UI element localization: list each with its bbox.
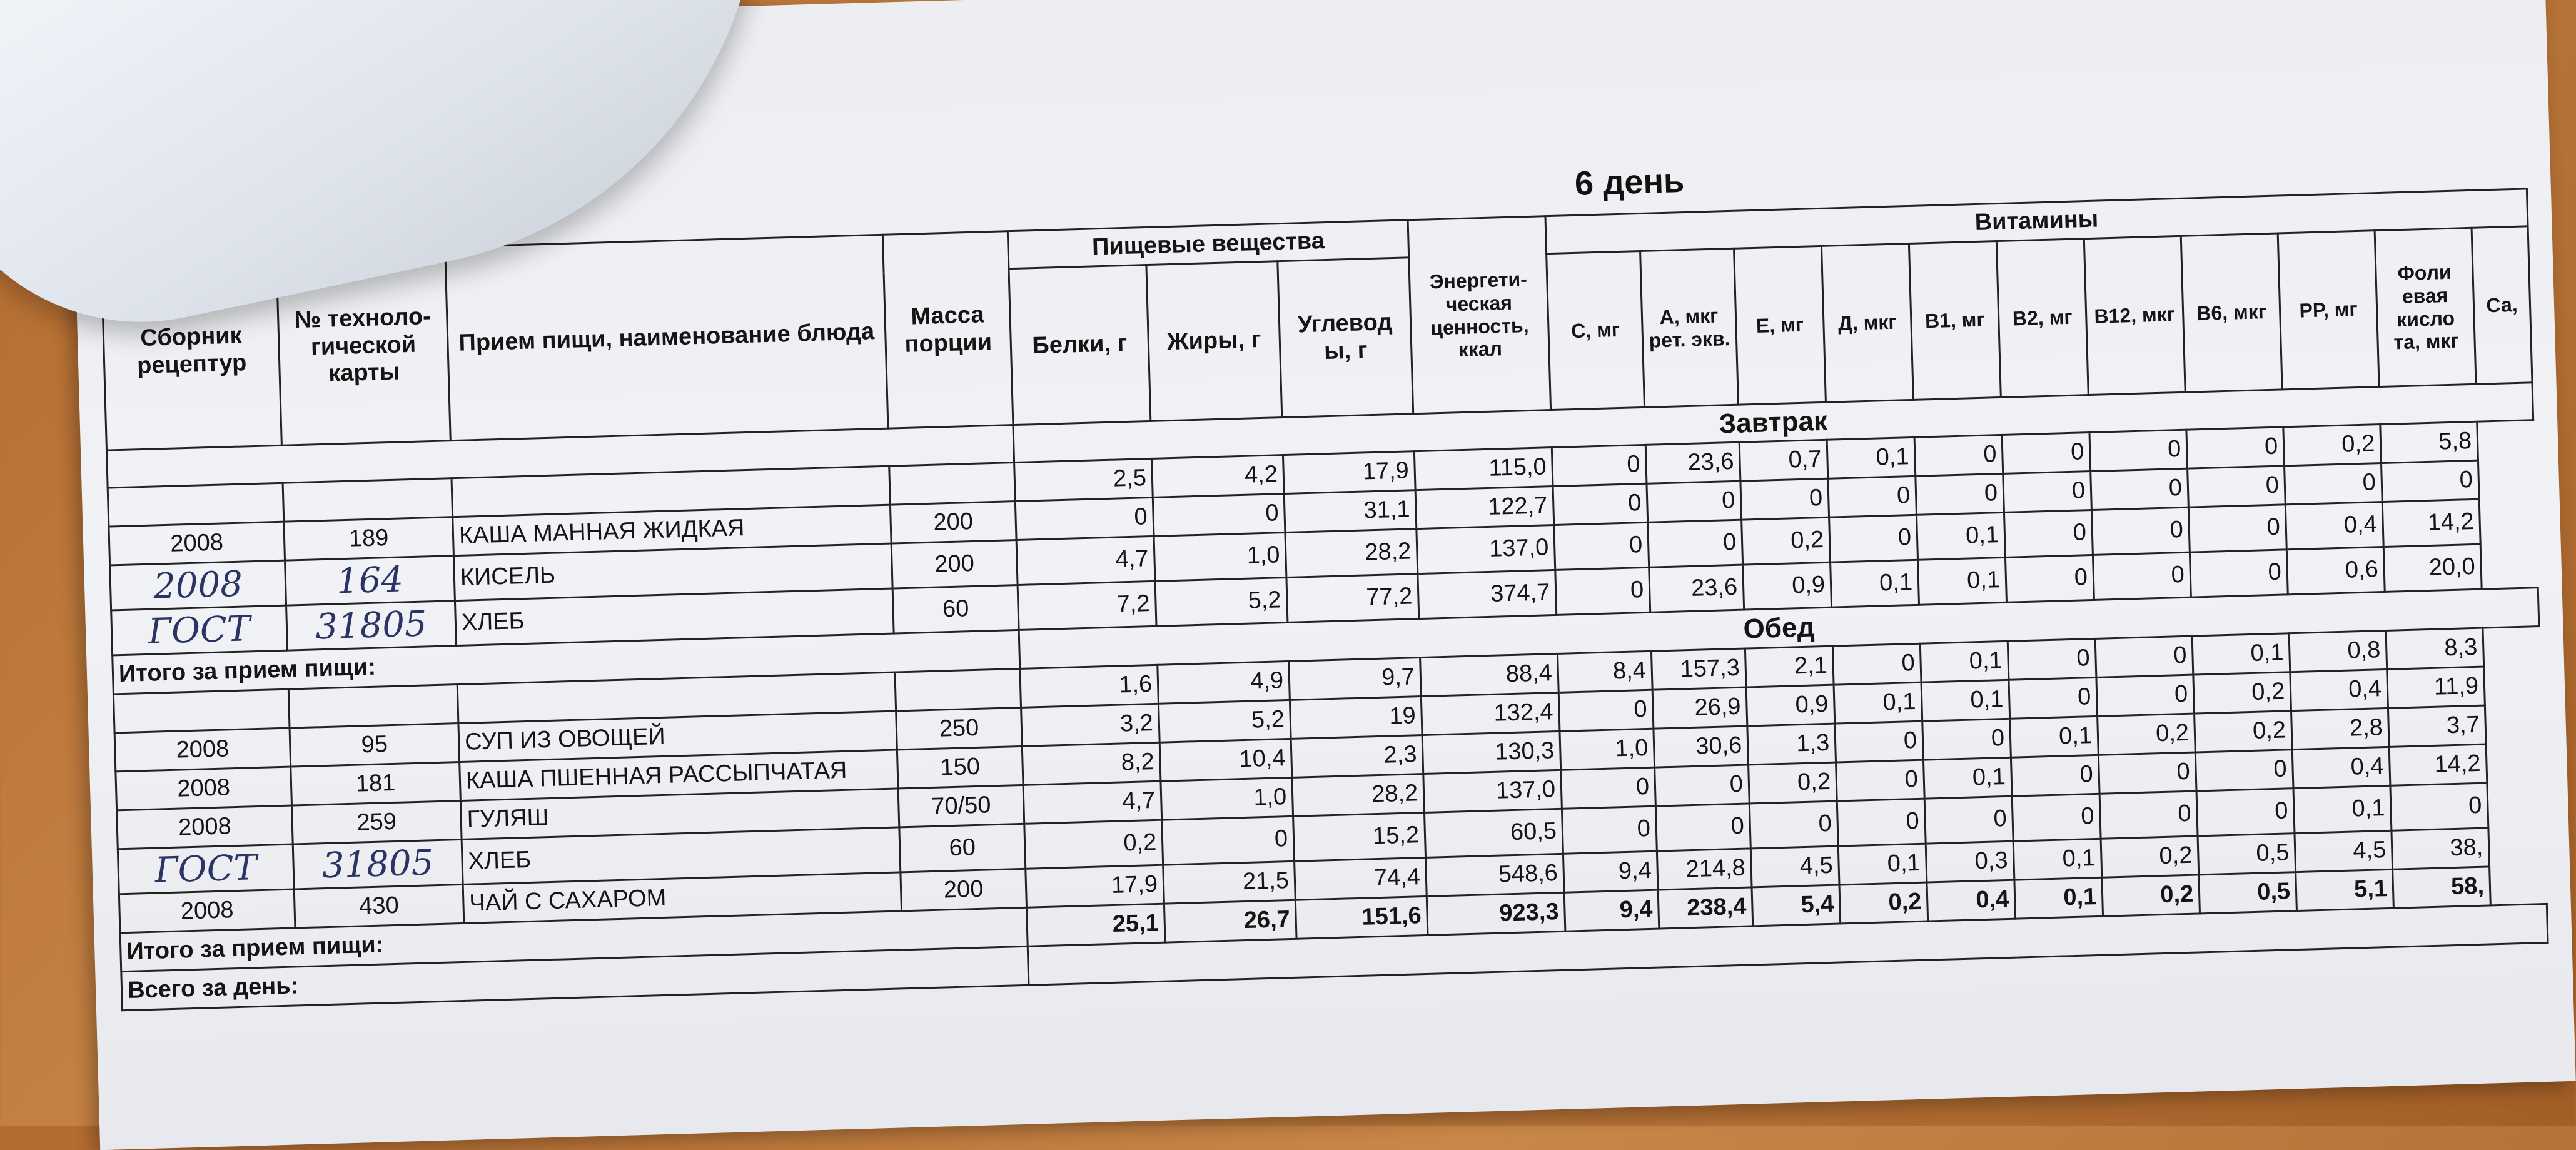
total-value-cell: 9,4 (1564, 890, 1659, 931)
col-vit-pp: РР, мг (2278, 231, 2379, 390)
value-cell: 3,2 (1021, 704, 1160, 746)
value-cell: 23,6 (1645, 442, 1740, 483)
collection-cell (113, 689, 290, 733)
value-cell: 0,2 (2283, 425, 2382, 466)
collection-cell: ГОСТ (111, 605, 288, 655)
value-cell: 0 (1922, 719, 2011, 760)
value-cell: 0 (1561, 767, 1656, 809)
value-cell: 21,5 (1163, 861, 1296, 904)
collection-cell (108, 483, 284, 527)
value-cell: 0,2 (1742, 517, 1831, 565)
section-breakfast: Завтрак (1013, 383, 2533, 463)
value-cell: 0 (2011, 755, 2099, 796)
value-cell: 0,8 (2289, 630, 2387, 672)
portion-cell: 70/50 (898, 785, 1024, 827)
total-value-cell: 0,5 (2199, 872, 2297, 914)
col-nutrients-group: Пищевые вещества (1008, 220, 1408, 269)
value-cell: 0 (1558, 690, 1654, 731)
day-title: 6 день (1574, 161, 1685, 203)
tech-card-cell (288, 685, 458, 729)
total-value-cell: 238,4 (1658, 887, 1753, 929)
value-cell: 0 (2009, 677, 2098, 719)
portion-cell: 200 (891, 540, 1018, 589)
value-cell: 0 (2390, 783, 2488, 830)
value-cell: 0 (1828, 476, 1917, 517)
value-cell: 31,1 (1284, 490, 1417, 533)
dish-name-cell: КАША ПШЕННАЯ РАССЫПЧАТАЯ (460, 750, 898, 801)
value-cell: 0 (1655, 765, 1750, 806)
value-cell: 0,4 (2290, 669, 2388, 710)
value-cell: 30,6 (1654, 726, 1749, 767)
col-vit-b12: В12, мкг (2084, 236, 2185, 395)
value-cell: 0 (1162, 816, 1295, 865)
col-fat: Жиры, г (1146, 261, 1282, 421)
total-value-cell: 0,4 (1927, 880, 2016, 921)
value-cell: 9,4 (1563, 851, 1658, 892)
col-tech-card: № техноло-гической карты (276, 247, 451, 445)
value-cell: 0 (2285, 463, 2383, 505)
value-cell: 0,9 (1746, 685, 1835, 726)
tech-card-cell (283, 478, 453, 522)
value-cell: 10,4 (1159, 739, 1292, 781)
dish-name-cell: КАША МАННАЯ ЖИДКАЯ (453, 505, 891, 556)
value-cell: 0 (2188, 466, 2286, 507)
value-cell: 3,7 (2388, 705, 2486, 747)
value-cell: 0 (1829, 515, 1918, 562)
value-cell: 132,4 (1421, 692, 1560, 735)
col-vit-a: А, мкг рет. экв. (1640, 248, 1739, 407)
value-cell: 0 (1836, 760, 1925, 801)
col-vit-b6: В6, мкг (2181, 233, 2282, 392)
value-cell: 214,8 (1657, 849, 1752, 890)
value-cell: 0 (1562, 806, 1657, 854)
value-cell: 26,9 (1652, 687, 1747, 729)
value-cell: 0 (2003, 472, 2092, 513)
value-cell: 28,2 (1285, 529, 1418, 578)
value-cell: 0 (2095, 636, 2193, 677)
value-cell: 0 (2091, 468, 2189, 510)
value-cell: 2,3 (1291, 735, 1423, 778)
tech-card-cell: 181 (291, 762, 461, 806)
total-value-cell: 26,7 (1164, 900, 1296, 942)
value-cell: 0,2 (2098, 714, 2196, 755)
portion-cell: 60 (892, 585, 1019, 633)
value-cell: 0 (1015, 497, 1154, 540)
value-cell: 17,9 (1026, 865, 1164, 907)
value-cell: 0 (2099, 791, 2198, 839)
value-cell: 14,2 (2382, 499, 2480, 547)
tech-card-cell: 189 (284, 517, 454, 561)
col-portion: Масса порции (882, 231, 1013, 428)
dish-name-cell: ХЛЕБ (455, 588, 894, 646)
dish-name-cell: СУП ИЗ ОВОЩЕЙ (458, 711, 897, 762)
total-value-cell: 58, (2393, 867, 2491, 908)
value-cell: 0,6 (2286, 547, 2385, 594)
value-cell: 5,2 (1158, 700, 1291, 742)
col-ca: Са, (2472, 226, 2532, 384)
tech-card-cell: 31805 (286, 601, 457, 651)
total-value-cell: 5,1 (2296, 869, 2394, 910)
value-cell: 0,2 (1024, 820, 1163, 869)
value-cell: 1,3 (1747, 724, 1836, 765)
value-cell: 4,5 (1750, 846, 1839, 887)
breakfast-total-label: Итого за прием пищи: (113, 630, 1020, 694)
value-cell: 0,1 (1838, 844, 1927, 885)
value-cell: 77,2 (1286, 574, 1419, 623)
value-cell: 5,2 (1155, 577, 1288, 626)
portion-cell: 60 (899, 824, 1026, 872)
col-protein: Белки, г (1009, 265, 1151, 425)
portion-cell (889, 463, 1016, 505)
value-cell: 1,0 (1161, 777, 1293, 820)
value-cell: 122,7 (1415, 487, 1554, 529)
value-cell: 19 (1290, 697, 1422, 739)
value-cell: 4,7 (1023, 781, 1162, 824)
value-cell: 548,6 (1426, 854, 1565, 896)
value-cell: 0,1 (2293, 785, 2392, 833)
value-cell: 0 (2002, 433, 2091, 474)
value-cell: 0 (2005, 555, 2094, 602)
value-cell: 0,1 (1831, 560, 1919, 607)
value-cell: 0,7 (1739, 440, 1828, 481)
value-cell: 2,5 (1014, 458, 1153, 501)
value-cell: 8,4 (1558, 651, 1653, 692)
portion-cell: 200 (890, 502, 1016, 544)
tech-card-cell: 430 (294, 884, 464, 928)
value-cell: 0 (2382, 460, 2480, 502)
value-cell: 0 (1924, 796, 2013, 844)
col-folic: Фоли евая кисло та, мкг (2375, 228, 2476, 386)
value-cell: 38, (2392, 828, 2490, 869)
value-cell: 15,2 (1293, 812, 1426, 861)
value-cell: 0 (1740, 478, 1829, 520)
value-cell: 0 (1916, 473, 2004, 515)
col-collection: Сборник рецептур (101, 251, 282, 450)
value-cell: 0,4 (2285, 502, 2383, 550)
value-cell: 0,1 (1827, 437, 1916, 478)
value-cell: 0 (2188, 505, 2286, 552)
value-cell: 0,1 (1923, 757, 2012, 799)
value-cell: 0,5 (2198, 834, 2296, 875)
value-cell: 0 (1835, 721, 1924, 762)
value-cell: 1,0 (1560, 729, 1655, 770)
total-value-cell: 923,3 (1427, 892, 1565, 935)
value-cell: 0 (2089, 430, 2188, 471)
total-value-cell: 0,1 (2014, 877, 2103, 919)
portion-cell: 250 (896, 707, 1023, 750)
value-cell: 0,2 (1749, 762, 1837, 804)
value-cell: 2,8 (2291, 708, 2390, 749)
total-value-cell: 0,2 (2102, 875, 2200, 916)
col-vit-b1: В1, мг (1909, 241, 2001, 400)
value-cell: 8,2 (1022, 742, 1161, 785)
tech-card-cell: 259 (291, 800, 462, 844)
portion-cell: 200 (901, 869, 1027, 911)
dish-name-cell: ЧАЙ С САХАРОМ (463, 872, 901, 924)
portion-cell: 150 (897, 746, 1023, 789)
col-energy: Энергети-ческая ценность, ккал (1408, 216, 1551, 414)
value-cell: 0 (2008, 638, 2096, 680)
value-cell: 0 (2096, 675, 2195, 716)
value-cell: 0 (2190, 550, 2288, 597)
total-value-cell: 5,4 (1752, 885, 1841, 926)
value-cell: 0,1 (1920, 641, 2009, 682)
value-cell: 0,1 (1917, 512, 2006, 560)
value-cell: 130,3 (1422, 731, 1561, 774)
value-cell: 0 (2091, 507, 2190, 555)
value-cell: 74,4 (1295, 857, 1427, 900)
value-cell: 0 (2196, 789, 2295, 836)
value-cell: 137,0 (1423, 770, 1562, 812)
collection-cell: 2008 (114, 728, 291, 772)
value-cell: 0 (1555, 567, 1650, 615)
value-cell: 1,0 (1154, 533, 1286, 582)
value-cell: 0 (1837, 799, 1926, 846)
col-meal-name: Прием пищи, наименование блюда (445, 235, 888, 440)
value-cell: 0,1 (1921, 680, 2010, 721)
value-cell: 0 (1553, 483, 1648, 525)
col-vit-b2: В2, мг (1996, 239, 2088, 398)
value-cell: 60,5 (1425, 809, 1563, 857)
section-lunch: Обед (1019, 588, 2539, 669)
value-cell: 0 (2098, 752, 2196, 794)
day-total-label: Всего за день: (121, 946, 1029, 1010)
value-cell: 0,1 (2013, 839, 2102, 880)
value-cell: 0,1 (1834, 682, 1922, 724)
value-cell: 4,2 (1152, 455, 1285, 498)
total-value-cell: 0,2 (1839, 882, 1928, 924)
value-cell: 0,2 (2193, 672, 2291, 714)
value-cell: 374,7 (1418, 570, 1557, 618)
tech-card-cell: 164 (285, 556, 455, 606)
col-carbs: Углевод ы, г (1278, 258, 1413, 418)
col-vit-d: Д, мкг (1821, 243, 1913, 402)
dish-name-cell: ГУЛЯШ (460, 789, 899, 840)
dish-name-cell: КИСЕЛЬ (453, 543, 892, 601)
value-cell: 23,6 (1649, 565, 1744, 612)
collection-cell: 2008 (116, 767, 292, 810)
value-cell: 0,9 (1743, 562, 1832, 610)
collection-cell: 2008 (110, 560, 286, 610)
value-cell: 0 (2186, 427, 2285, 468)
value-cell: 9,7 (1289, 658, 1422, 700)
value-cell: 0,4 (2292, 747, 2390, 788)
menu-table (100, 188, 2548, 1011)
value-cell: 17,9 (1283, 451, 1415, 494)
tech-card-cell: 95 (290, 724, 460, 767)
value-cell: 0 (1749, 801, 1838, 849)
value-cell: 0 (1648, 520, 1743, 567)
value-cell: 0 (1647, 481, 1742, 522)
value-cell: 0 (1832, 643, 1921, 685)
value-cell: 0,1 (2192, 633, 2290, 675)
value-cell: 5,8 (2380, 421, 2478, 463)
lunch-total-label: Итого за прием пищи: (120, 907, 1028, 971)
value-cell: 0 (2093, 552, 2191, 600)
value-cell: 11,9 (2387, 667, 2485, 708)
value-cell: 4,9 (1158, 661, 1290, 704)
value-cell: 0 (1552, 445, 1647, 486)
value-cell: 0 (2004, 510, 2093, 557)
total-value-cell: 151,6 (1295, 896, 1428, 939)
value-cell: 0 (1554, 522, 1649, 570)
value-cell: 137,0 (1417, 525, 1555, 574)
portion-cell (895, 668, 1021, 711)
value-cell: 0 (2012, 794, 2101, 841)
value-cell: 0,1 (1918, 557, 2007, 605)
value-cell: 4,7 (1016, 536, 1155, 585)
value-cell: 0,1 (2010, 716, 2099, 757)
value-cell: 0 (1153, 494, 1285, 537)
value-cell: 4,5 (2295, 830, 2393, 872)
collection-cell: 2008 (109, 522, 285, 565)
value-cell: 28,2 (1292, 774, 1425, 816)
value-cell: 88,4 (1420, 653, 1559, 696)
value-cell: 2,1 (1745, 646, 1834, 687)
col-vit-c: С, мг (1547, 251, 1645, 410)
col-vit-e: Е, мг (1734, 246, 1826, 405)
value-cell: 1,6 (1020, 665, 1159, 707)
dish-name-cell: ХЛЕБ (462, 827, 901, 885)
collection-cell: ГОСТ (118, 844, 294, 894)
value-cell: 0,3 (1926, 841, 2014, 882)
value-cell: 14,2 (2389, 744, 2487, 785)
total-value-cell: 25,1 (1027, 904, 1166, 946)
collection-cell: 2008 (117, 805, 293, 849)
col-vitamins-group: Витамины (1545, 189, 2528, 254)
value-cell: 0 (1914, 435, 2003, 476)
value-cell: 0 (1655, 804, 1750, 851)
value-cell: 20,0 (2383, 544, 2482, 592)
value-cell: 115,0 (1414, 448, 1553, 490)
value-cell: 0,2 (2101, 836, 2199, 877)
value-cell: 7,2 (1018, 581, 1156, 630)
value-cell: 0,2 (2195, 711, 2293, 752)
value-cell: 157,3 (1651, 648, 1746, 690)
value-cell: 0 (2195, 750, 2293, 791)
collection-cell: 2008 (119, 889, 295, 933)
tech-card-cell: 31805 (293, 839, 463, 889)
value-cell: 8,3 (2386, 628, 2484, 669)
